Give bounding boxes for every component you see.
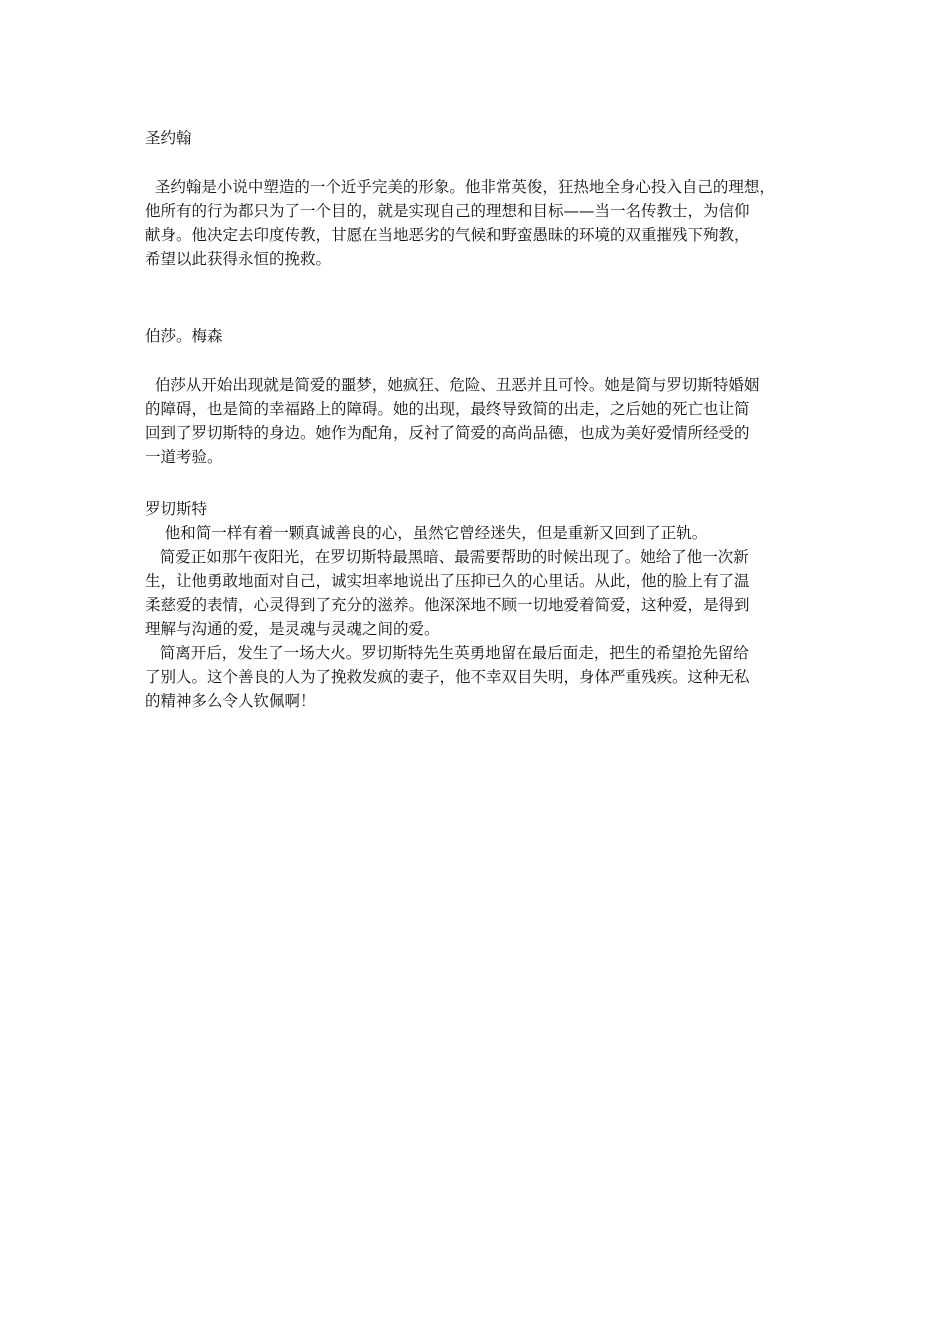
paragraph-line: 了别人。这个善良的人为了挽救发疯的妻子，他不幸双目失明，身体严重残疾。这种无私 <box>145 668 750 686</box>
section-heading: 圣约翰 <box>145 129 192 147</box>
paragraph-line: 的障碍，也是简的幸福路上的障碍。她的出现，最终导致简的出走，之后她的死亡也让简 <box>145 400 750 418</box>
section-st-john <box>145 126 820 150</box>
section-bertha-body <box>145 373 820 469</box>
paragraph-line: 一道考验。 <box>145 448 223 466</box>
section-bertha <box>145 324 820 348</box>
paragraph-line: 简爱正如那午夜阳光，在罗切斯特最黑暗、最需要帮助的时候出现了。她给了他一次新 <box>145 548 749 566</box>
paragraph-line: 简离开后，发生了一场大火。罗切斯特先生英勇地留在最后面走，把生的希望抢先留给 <box>145 644 749 662</box>
paragraph-line: 的精神多么令人钦佩啊！ <box>145 692 316 710</box>
paragraph-line: 希望以此获得永恒的挽救。 <box>145 250 332 268</box>
paragraph-line: 他和简一样有着一颗真诚善良的心，虽然它曾经迷失，但是重新又回到了正轨。 <box>145 524 708 542</box>
section-rochester <box>145 497 820 713</box>
paragraph-line: 理解与沟通的爱，是灵魂与灵魂之间的爱。 <box>145 620 440 638</box>
paragraph-line: 他所有的行为都只为了一个目的，就是实现自己的理想和目标——当一名传教士，为信仰 <box>145 202 750 220</box>
paragraph-line: 伯莎从开始出现就是简爱的噩梦，她疯狂、危险、丑恶并且可怜。她是简与罗切斯特婚姻 <box>145 376 760 394</box>
paragraph-line: 圣约翰是小说中塑造的一个近乎完美的形象。他非常英俊，狂热地全身心投入自己的理想， <box>145 178 775 196</box>
paragraph-line: 柔慈爱的表情，心灵得到了充分的滋养。他深深地不顾一切地爱着简爱，这种爱，是得到 <box>145 596 750 614</box>
paragraph-line: 回到了罗切斯特的身边。她作为配角，反衬了简爱的高尚品德，也成为美好爱情所经受的 <box>145 424 750 442</box>
section-st-john-body <box>145 175 820 271</box>
section-heading: 伯莎。梅森 <box>145 327 223 345</box>
section-heading: 罗切斯特 <box>145 500 208 518</box>
paragraph-line: 献身。他决定去印度传教，甘愿在当地恶劣的气候和野蛮愚昧的环境的双重摧残下殉教， <box>145 226 750 244</box>
paragraph-line: 生，让他勇敢地面对自己，诚实坦率地说出了压抑已久的心里话。从此，他的脸上有了温 <box>145 572 750 590</box>
